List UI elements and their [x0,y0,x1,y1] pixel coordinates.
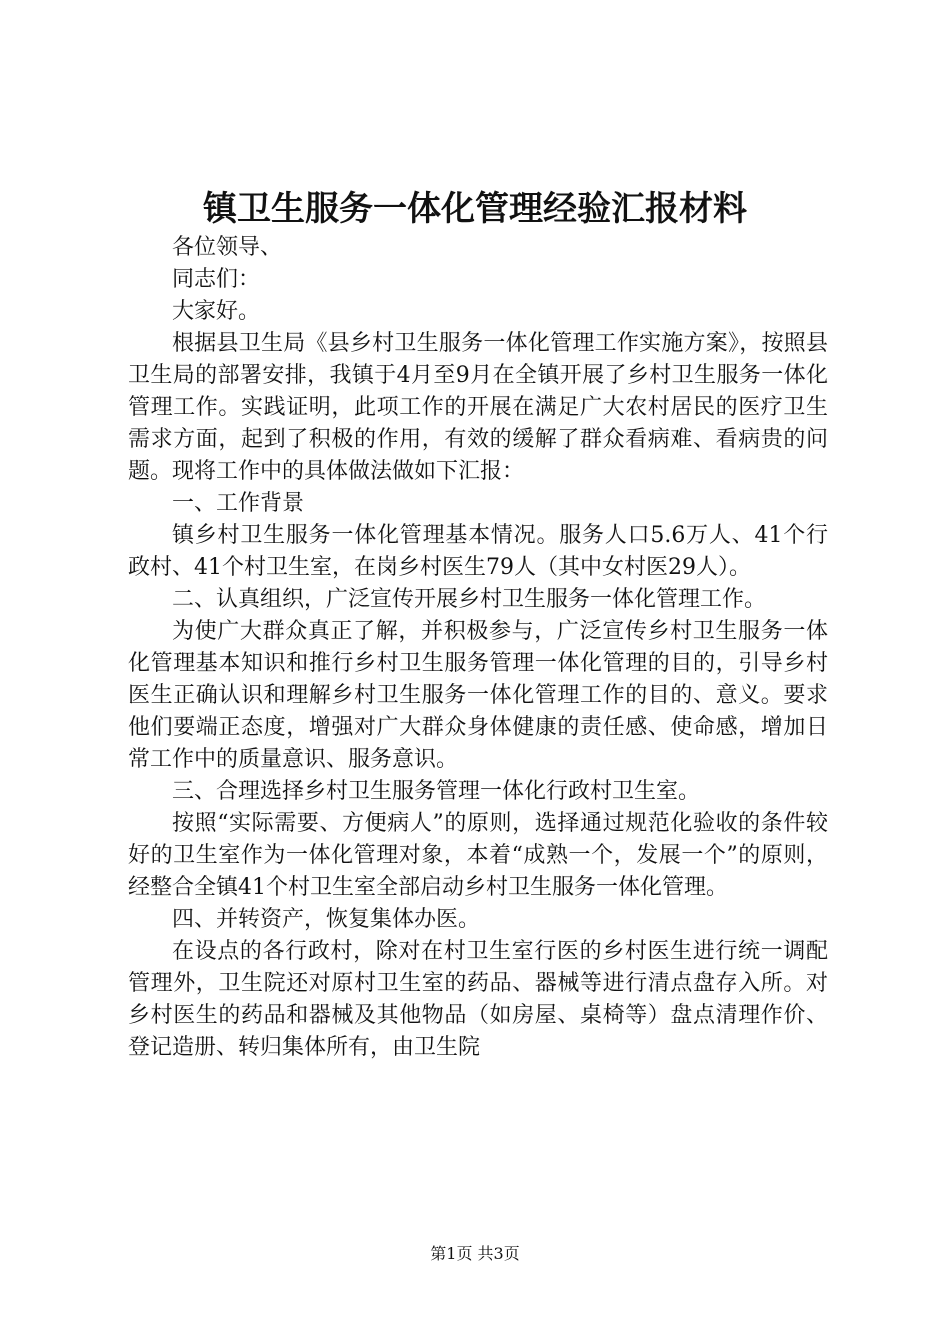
section-heading-4: 四、并转资产，恢复集体办医。 [172,907,481,932]
section-heading-2: 二、认真组织，广泛宣传开展乡村卫生服务一体化管理工作。 [172,587,767,612]
paragraph-publicity: 为使广大群众真正了解，并积极参与，广泛宣传乡村卫生服务一体化管理基本知识和推行乡村卫生服务管理一体化管理的目的，引导乡村医生正确认识和理解乡村卫生服务一体化管理工作的目的、意义。要求他们要端正态度，增强对广大群众身体健康的责任感、使命感，增加日常工作中的质量意识、服务意识。 [128,619,828,772]
salutation-comrades: 同志们： [172,267,261,292]
greeting: 大家好。 [172,299,261,324]
page-footer: 第1页 共3页 [430,1244,520,1263]
paragraph-intro: 根据县卫生局《县乡村卫生服务一体化管理工作实施方案》，按照县卫生局的部署安排，我镇于4月至9月在全镇开展了乡村卫生服务一体化管理工作。实践证明，此项工作的开展在满足广大农村居民的医疗卫生需求方面，起到了积极的作用，有效的缓解了群众看病难、看病贵的问题。现将工作中的具体做法做如下汇报： [128,331,828,484]
paragraph-background: 镇乡村卫生服务一体化管理基本情况。服务人口5.6万人、41个行政村、41个村卫生室，在岗乡村医生79人（其中女村医29人）。 [128,523,828,580]
section-heading-1: 一、工作背景 [172,491,305,516]
paragraph-assets: 在设点的各行政村，除对在村卫生室行医的乡村医生进行统一调配管理外，卫生院还对原村卫生室的药品、器械等进行清点盘存入所。对乡村医生的药品和器械及其他物品（如房屋、桌椅等）盘点清理作价、登记造册、转归集体所有，由卫生院 [128,939,828,1060]
document-body [128,232,828,1064]
paragraph-selection: 按照“实际需要、方便病人”的原则，选择通过规范化验收的条件较好的卫生室作为一体化管理对象，本着“成熟一个，发展一个”的原则，经整合全镇41个村卫生室全部启动乡村卫生服务一体化管理。 [128,811,828,900]
salutation-leaders: 各位领导、 [172,235,283,260]
section-heading-3: 三、合理选择乡村卫生服务管理一体化行政村卫生室。 [172,779,701,804]
document-title: 镇卫生服务一体化管理经验汇报材料 [203,189,747,229]
